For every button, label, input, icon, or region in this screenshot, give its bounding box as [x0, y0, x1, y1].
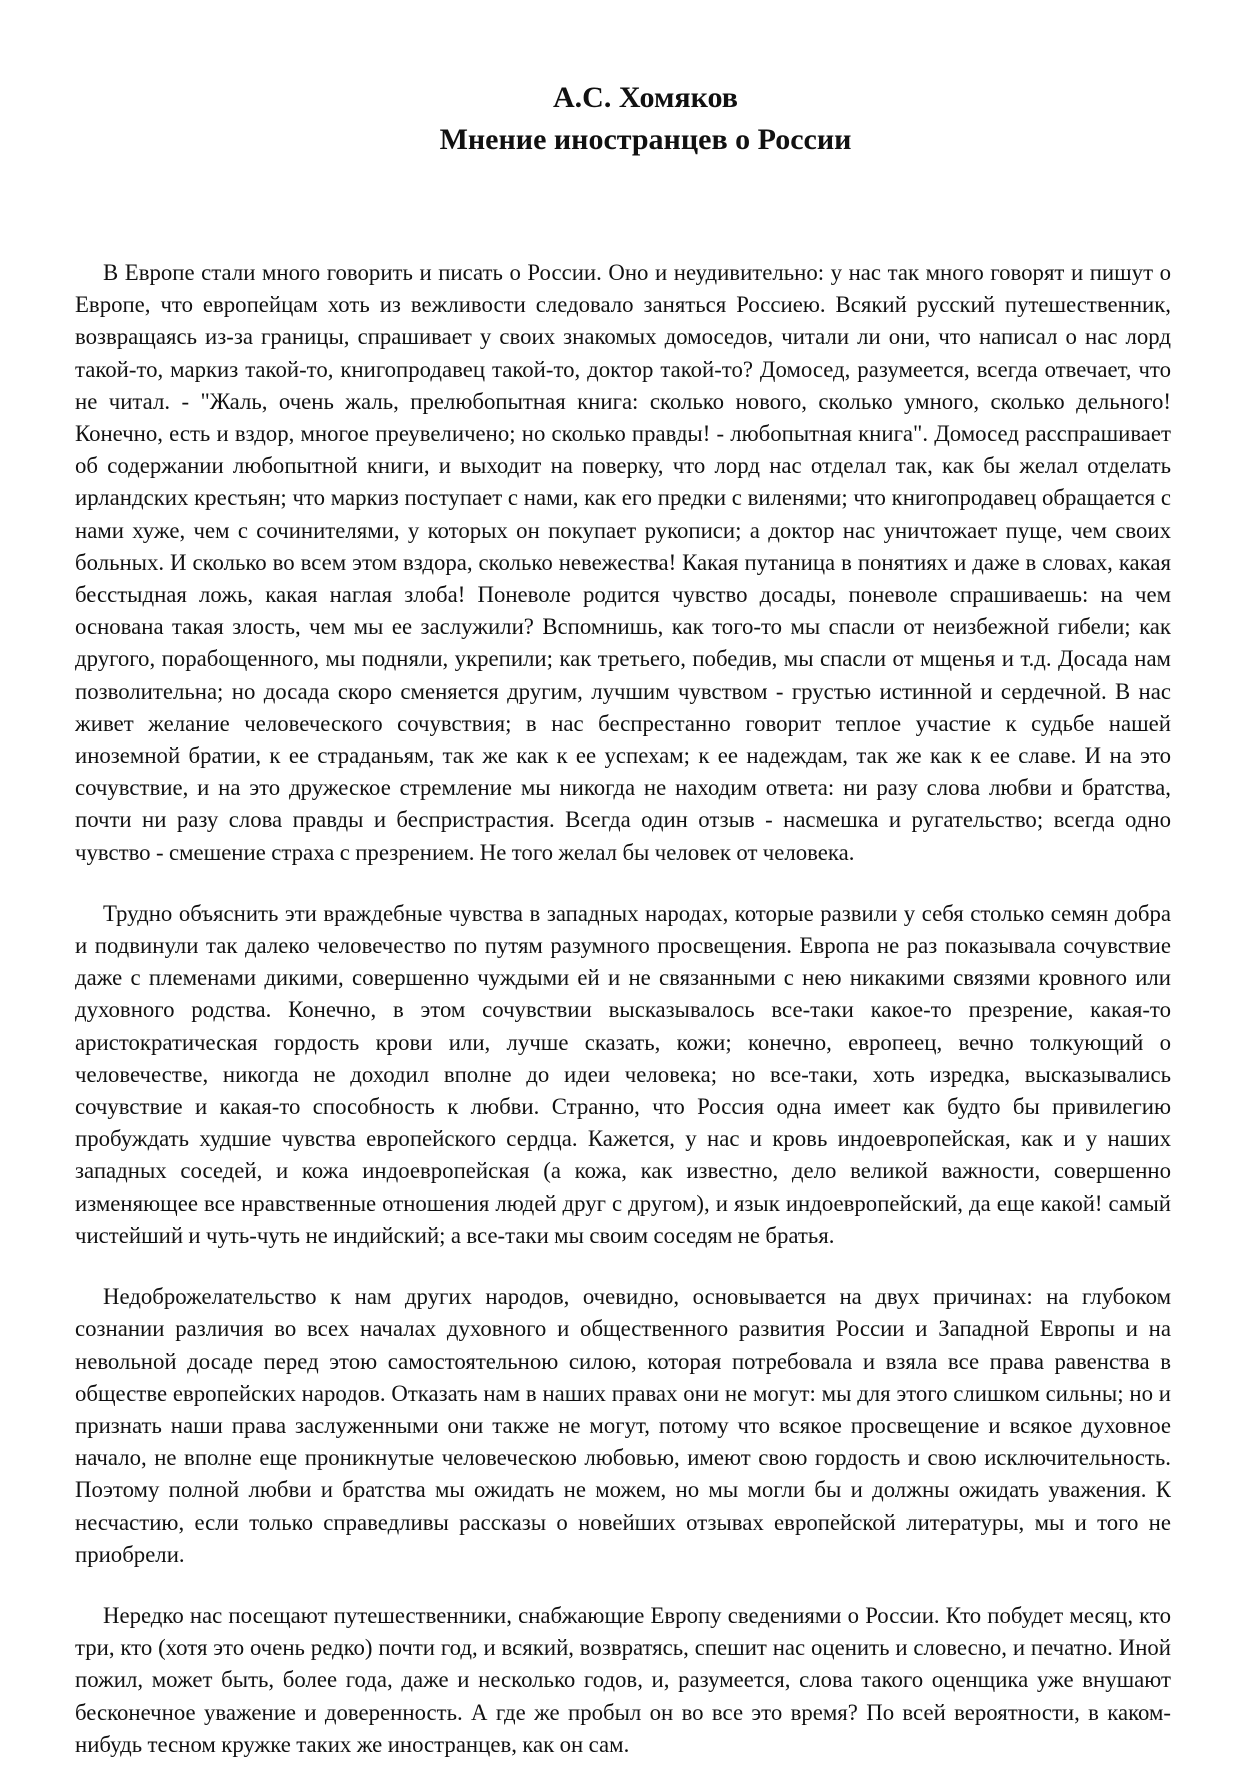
paragraph-3: Недоброжелательство к нам других народов, очевидно, основывается на двух причинах: на глубоком сознании различия во всех началах духовного и общественного развития России и Западной Европы и на невольной досаде перед этою самостоятельною силою, которая потребовала и взяла все права равенства в обществе европейских народов. Отказать нам в наших правах они не могут: мы для этого слишком сильны; но и признать наши права заслуженными они также не могут, потому что всякое просвещение и всякое духовное начало, не вполне еще проникнутые человеческою любовью, имеют свою гордость и свою исключительность. Поэтому полной любви и братства мы ожидать не можем, но мы могли бы и должны ожидать уважения. К несчастию, если только справедливы рассказы о новейших отзывах европейской литературы, мы и того не приобрели. [75, 1284, 1171, 1567]
author-name: А.С. Хомяков [552, 81, 738, 114]
document-title: Мнение иностранцев о России [439, 123, 852, 156]
body-text [75, 257, 1171, 1761]
paragraph-4: Нередко нас посещают путешественники, снабжающие Европу сведениями о России. Кто побудет месяц, кто три, кто (хотя это очень редко) почти год, и всякий, возвратясь, спешит нас оценить и словесно, и печатно. Иной пожил, может быть, более года, даже и несколько годов, и, разумеется, слова такого оценщика уже внушают бесконечное уважение и доверенность. А где же пробыл он во все это время? По всей вероятности, в каком-нибудь тесном кружке таких же иностранцев, как он сам. [75, 1602, 1171, 1757]
paragraph-1: В Европе стали много говорить и писать о России. Оно и неудивительно: у нас так много говорят и пишут о Европе, что европейцам хоть из вежливости следовало заняться Россиею. Всякий русский путешественник, возвращаясь из-за границы, спрашивает у своих знакомых домоседов, читали ли они, что написал о нас лорд такой-то, маркиз такой-то, книгопродавец такой-то, доктор такой-то? Домосед, разумеется, всегда отвечает, что не читал. - "Жаль, очень жаль, прелюбопытная книга: сколько нового, сколько умного, сколько дельного! Конечно, есть и вздор, многое преувеличено; но сколько правды! - любопытная книга". Домосед расспрашивает об содержании любопытной книги, и выходит на поверку, что лорд нас отделал так, как бы желал отделать ирландских крестьян; что маркиз поступает с нами, как его предки с виленями; что книгопродавец обращается с нами хуже, чем с сочинителями, у которых он покупает рукописи; а доктор нас уничтожает пуще, чем своих больных. И сколько во всем этом вздора, сколько невежества! Какая путаница в понятиях и даже в словах, какая бесстыдная ложь, какая наглая злоба! Поневоле родится чувство досады, поневоле спрашиваешь: на чем основана такая злость, чем мы ее заслужили? Вспомнишь, как того-то мы спасли от неизбежной гибели; как другого, порабощенного, мы подняли, укрепили; как третьего, победив, мы спасли от мщенья и т.д. Досада нам позволительна; но досада скоро сменяется другим, лучшим чувством - грустью истинной и сердечной. В нас живет желание человеческого сочувствия; в нас беспрестанно говорит теплое участие к судьбе нашей иноземной братии, к ее страданьям, так же как к ее успехам; к ее надеждам, так же как к ее славе. И на это сочувствие, и на это дружеское стремление мы никогда не находим ответа: ни разу слова любви и братства, почти ни разу слова правды и беспристрастия. Всегда один отзыв - насмешка и ругательство; всегда одно чувство - смешение страха с презрением. Не того желал бы человек от человека. [75, 260, 1171, 865]
title-block [120, 77, 1171, 161]
paragraph-2: Трудно объяснить эти враждебные чувства в западных народах, которые развили у себя столько семян добра и подвинули так далеко человечество по путям разумного просвещения. Европа не раз показывала сочувствие даже с племенами дикими, совершенно чуждыми ей и не связанными с нею никакими связями кровного или духовного родства. Конечно, в этом сочувствии высказывалось все-таки какое-то презрение, какая-то аристократическая гордость крови или, лучше сказать, кожи; конечно, европеец, вечно толкующий о человечестве, никогда не доходил вполне до идеи человека; но все-таки, хоть изредка, высказывались сочувствие и какая-то способность к любви. Странно, что Россия одна имеет как будто бы привилегию пробуждать худшие чувства европейского сердца. Кажется, у нас и кровь индоевропейская, как и у наших западных соседей, и кожа индоевропейская (а кожа, как известно, дело великой важности, совершенно изменяющее все нравственные отношения людей друг с другом), и язык индоевропейский, да еще какой! самый чистейший и чуть-чуть не индийский; а все-таки мы своим соседям не братья. [75, 900, 1171, 1248]
document-page [75, 75, 1171, 1790]
